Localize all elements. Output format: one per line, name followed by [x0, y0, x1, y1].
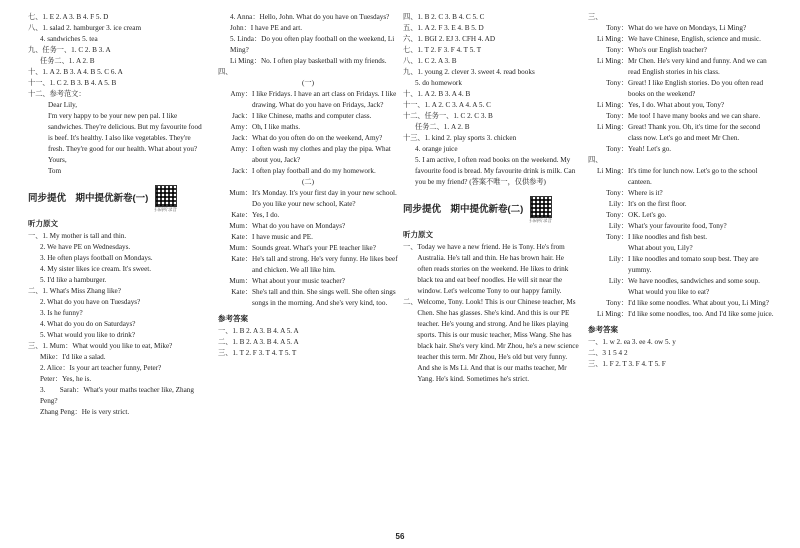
speaker: Lily： — [608, 200, 628, 208]
listening-line: John：I have PE and art. — [230, 24, 303, 32]
dialog-line — [218, 89, 398, 111]
dialog-line — [588, 23, 774, 34]
speaker: Mum： — [229, 189, 252, 197]
dialog-line — [588, 309, 774, 320]
speaker: Li Ming： — [597, 167, 628, 175]
banner-title: 同步提优 期中提优新卷(二) — [403, 204, 524, 215]
speaker: Lily： — [608, 277, 628, 285]
speaker: Kate： — [231, 255, 252, 263]
listening-line: 3. He often plays football on Mondays. — [40, 254, 153, 262]
part-heading: (一) — [302, 79, 314, 87]
utterance: Great! Thank you. Oh, it's time for the second class now. Let's go and meet Mr Chen. — [628, 123, 761, 142]
listening-line: 二、1. What's Miss Zhang like? — [28, 287, 121, 295]
dialog-line — [218, 122, 398, 133]
speaker: Li Ming： — [597, 123, 628, 131]
qr-caption: 扫码听录音 — [529, 218, 552, 223]
dialog-1 — [218, 89, 398, 177]
speaker: Li Ming： — [597, 310, 628, 318]
answer-line: 十、1. A 2. B 3. A 4. B — [403, 90, 471, 98]
speaker: Tony： — [606, 145, 628, 153]
answer-line: 十、1. A 2. B 3. A 4. B 5. C 6. A — [28, 68, 123, 76]
utterance: It's on the first floor. — [628, 200, 687, 208]
dialog-4 — [588, 166, 774, 320]
dialog-line — [588, 122, 774, 144]
listening-paragraph — [403, 297, 579, 385]
banner-title: 同步提优 期中提优新卷(一) — [28, 193, 149, 204]
answer-line: 任务二、1. A 2. B — [415, 123, 470, 131]
speaker: Jack： — [232, 167, 252, 175]
speaker: Tony： — [606, 211, 628, 219]
utterance: What about you, Lily? — [628, 244, 693, 252]
listening-line: 3. Is he funny? — [40, 309, 83, 317]
listening-line: Zhang Peng：He is very strict. — [40, 408, 130, 416]
speaker: Kate： — [231, 211, 252, 219]
utterance: What do we have on Mondays, Li Ming? — [628, 24, 747, 32]
section-heading: 参考答案 — [588, 325, 618, 334]
speaker: Tony： — [606, 79, 628, 87]
answer-line: 十二、参考范文： — [28, 90, 86, 98]
speaker: Kate： — [231, 233, 252, 241]
listening-line: 4. What do you do on Saturdays? — [40, 320, 136, 328]
page-number — [0, 531, 800, 542]
speaker: Tony： — [606, 299, 628, 307]
utterance: He's tall and strong. He's very funny. He likes beef and chicken. We all like him. — [252, 255, 398, 274]
answer-line: 五、1. A 2. F 3. E 4. B 5. D — [403, 24, 484, 32]
section-number: 四、 — [588, 156, 603, 164]
column-1 — [28, 12, 204, 418]
answer-line: 三、1. T 2. F 3. T 4. T 5. T — [218, 349, 297, 357]
answer-line: 十二、任务一、1. C 2. C 3. B — [403, 112, 493, 120]
column-2 — [218, 12, 398, 359]
utterance: I often wash my clothes and play the pipa. What about you, Jack? — [252, 145, 391, 164]
answer-line: 5. I am active, I often read books on the weekend. My favourite food is bread. My favourite drink is milk. Can you be my friend? (答案不唯一，仅供参考) — [415, 156, 576, 186]
listening-line: 一、1. My mother is tall and thin. — [28, 232, 127, 240]
letter-body: I'm very happy to be your new pen pal. I like sandwiches. They're delicious. But my favourite food is beef. It's healthy. I also like vegetables. They're fresh. They're good for our health. What about you? — [48, 112, 202, 153]
qr-block — [154, 185, 177, 212]
utterance: It's Monday. It's your first day in your new school. Do you like your new school, Kate? — [252, 189, 397, 208]
answer-line: 二、1. B 2. A 3. B 4. A 5. A — [218, 338, 299, 346]
answer-line: 一、1. B 2. A 3. B 4. A 5. A — [218, 327, 299, 335]
utterance: What do you often do on the weekend, Amy? — [252, 134, 383, 142]
speaker: Tony： — [606, 189, 628, 197]
answer-line: 七、1. T 2. F 3. F 4. T 5. T — [403, 46, 482, 54]
utterance: Great! I like English stories. Do you often read books on the weekend? — [628, 79, 764, 98]
utterance: What do you have on Mondays? — [252, 222, 346, 230]
dialog-line — [218, 221, 398, 232]
paragraph-text: Welcome, Tony. Look! This is our Chinese teacher, Ms Chen. She has glasses. She's kind. And this is our PE teacher. He's young and strong. And he likes playing sports. This is our music teacher, Miss Wang. She has black hair. She's very kind. Mr Zhou, he's a new science teacher this term. Mr Zhou, He's old but very funny. And she is Ms Li. And that is our maths teacher, Mr Yang. He's kind. Sometimes he's strict. — [417, 298, 579, 383]
speaker: Mum： — [229, 244, 252, 252]
answer-line: 4. orange juice — [415, 145, 458, 153]
listening-line: 2. Alice：Is your art teacher funny, Peter? — [40, 364, 162, 372]
dialog-line — [588, 144, 774, 155]
dialog-line — [588, 243, 774, 254]
listening-line: 3. Sarah：What's your maths teacher like, Zhang Peng? — [40, 386, 194, 405]
utterance: Mr Chen. He's very kind and funny. And we can read English stories in his class. — [628, 57, 767, 76]
qr-code-icon — [155, 185, 177, 207]
speaker: Amy： — [230, 123, 252, 131]
speaker: Amy： — [230, 145, 252, 153]
part-heading: (二) — [302, 178, 314, 186]
utterance: OK. Let's go. — [628, 211, 667, 219]
utterance: I'd like some noodles, too. And I'd like some juice. — [628, 310, 774, 318]
utterance: Yes, I do. What about you, Tony? — [628, 101, 725, 109]
page-number-value: 56 — [395, 532, 405, 541]
dialog-line — [218, 232, 398, 243]
dialog-2 — [218, 188, 398, 309]
speaker: Lily： — [608, 222, 628, 230]
section-number: 二、 — [403, 298, 418, 306]
speaker: Mum： — [229, 277, 252, 285]
utterance: Who's our English teacher? — [628, 46, 707, 54]
section-heading: 听力原文 — [28, 219, 58, 228]
listening-line: 5. I'd like a hamburger. — [40, 276, 107, 284]
listening-line: 2. We have PE on Wednesdays. — [40, 243, 131, 251]
answer-line: 4. sandwiches 5. tea — [40, 35, 98, 43]
listening-line: 4. My sister likes ice cream. It's sweet. — [40, 265, 152, 273]
letter-salutation: Dear Lily, — [48, 101, 78, 109]
exam-banner — [28, 185, 204, 212]
letter-signature: Tom — [48, 167, 62, 175]
utterance: We have Chinese, English, science and music. — [628, 35, 761, 43]
dialog-line — [588, 298, 774, 309]
answer-line: 八、1. salad 2. hamburger 3. ice cream — [28, 24, 142, 32]
speaker: Tony： — [606, 24, 628, 32]
dialog-line — [218, 254, 398, 276]
answer-line: 十一、1. C 2. B 3. B 4. A 5. B — [28, 79, 117, 87]
listening-line: Mike：I'd like a salad. — [40, 353, 106, 361]
utterance: Me too! I have many books and we can share. — [628, 112, 761, 120]
section-number: 一、 — [403, 243, 418, 251]
utterance: Yes, I do. — [252, 211, 280, 219]
dialog-line — [588, 210, 774, 221]
qr-block — [529, 196, 552, 223]
utterance: I like noodles and fish best. — [628, 233, 708, 241]
utterance: We have noodles, sandwiches and some soup. What would you like to eat? — [628, 277, 760, 296]
answer-line: 八、1. C 2. A 3. B — [403, 57, 457, 65]
speaker: Li Ming： — [597, 57, 628, 65]
utterance: She's tall and thin. She sings well. She often sings songs in the morning. And she's very kind, too. — [252, 288, 396, 307]
dialog-line — [218, 133, 398, 144]
utterance: I have music and PE. — [252, 233, 313, 241]
dialog-line — [218, 111, 398, 122]
listening-line: 4. Anna：Hello, John. What do you have on Tuesdays? — [230, 13, 390, 21]
answer-line: 七、1. E 2. A 3. B 4. F 5. D — [28, 13, 109, 21]
dialog-line — [218, 144, 398, 166]
utterance: I'd like some noodles. What about you, Li Ming? — [628, 299, 769, 307]
dialog-line — [588, 221, 774, 232]
speaker: Lily： — [608, 255, 628, 263]
speaker: Jack： — [232, 134, 252, 142]
answer-line: 二、3 1 5 4 2 — [588, 349, 628, 357]
section-number: 三、 — [588, 13, 603, 21]
dialog-line — [588, 111, 774, 122]
listening-line: 5. What would you like to drink? — [40, 331, 136, 339]
answer-line: 三、1. F 2. T 3. F 4. T 5. F — [588, 360, 666, 368]
section-heading: 听力原文 — [403, 230, 433, 239]
speaker: Mum： — [229, 222, 252, 230]
dialog-line — [218, 276, 398, 287]
dialog-line — [588, 56, 774, 78]
dialog-line — [588, 199, 774, 210]
qr-code-icon — [530, 196, 552, 218]
speaker — [588, 243, 628, 254]
listening-line: Li Ming：No. I often play basketball with my friends. — [230, 57, 387, 65]
utterance: I often play football and do my homework. — [252, 167, 376, 175]
dialog-3 — [588, 23, 774, 155]
listening-paragraph — [403, 242, 579, 297]
utterance: Sounds great. What's your PE teacher like? — [252, 244, 376, 252]
speaker: Jack： — [232, 112, 252, 120]
utterance: Where is it? — [628, 189, 663, 197]
utterance: What's your favourite food, Tony? — [628, 222, 727, 230]
utterance: What about your music teacher? — [252, 277, 345, 285]
answer-line: 九、任务一、1. C 2. B 3. A — [28, 46, 111, 54]
listening-line: Peter：Yes, he is. — [40, 375, 92, 383]
dialog-line — [218, 188, 398, 210]
speaker: Li Ming： — [597, 101, 628, 109]
qr-caption: 扫码听录音 — [154, 207, 177, 212]
dialog-line — [218, 243, 398, 254]
answer-line: 十一、1. A 2. C 3. A 4. A 5. C — [403, 101, 491, 109]
speaker: Tony： — [606, 112, 628, 120]
listening-line: 5. Linda：Do you often play football on the weekend, Li Ming? — [230, 35, 395, 54]
answer-line: 十三、1. kind 2. play sports 3. chicken — [403, 134, 517, 142]
listening-line: 三、1. Mum：What would you like to eat, Mike? — [28, 342, 173, 350]
letter-closing: Yours, — [48, 156, 67, 164]
answer-line: 一、1. w 2. ea 3. ee 4. ow 5. y — [588, 338, 676, 346]
column-3 — [403, 12, 579, 385]
answer-line: 5. do homework — [415, 79, 462, 87]
utterance: Oh, I like maths. — [252, 123, 301, 131]
exam-banner — [403, 196, 579, 223]
answer-line: 任务二、1. A 2. B — [40, 57, 95, 65]
utterance: Yeah! Let's go. — [628, 145, 672, 153]
utterance: I like noodles and tomato soup best. They are yummy. — [628, 255, 759, 274]
utterance: It's time for lunch now. Let's go to the school canteen. — [628, 167, 758, 186]
dialog-line — [218, 166, 398, 177]
speaker: Tony： — [606, 233, 628, 241]
dialog-line — [588, 45, 774, 56]
dialog-line — [588, 34, 774, 45]
speaker: Tony： — [606, 46, 628, 54]
dialog-line — [588, 232, 774, 243]
speaker: Amy： — [230, 90, 252, 98]
dialog-line — [218, 287, 398, 309]
section-number: 四、 — [218, 68, 233, 76]
utterance: I like Fridays. I have an art class on Fridays. I like drawing. What do you have on Fridays, Jack? — [252, 90, 397, 109]
dialog-line — [588, 254, 774, 276]
dialog-line — [218, 210, 398, 221]
answer-line: 九、1. young 2. clever 3. sweet 4. read books — [403, 68, 535, 76]
speaker: Kate： — [231, 288, 252, 296]
dialog-line — [588, 188, 774, 199]
column-4 — [588, 12, 774, 370]
dialog-line — [588, 78, 774, 100]
answer-line: 四、1. B 2. C 3. B 4. C 5. C — [403, 13, 485, 21]
answer-line: 六、1. BGI 2. EJ 3. CFH 4. AD — [403, 35, 496, 43]
dialog-line — [588, 276, 774, 298]
utterance: I like Chinese, maths and computer class. — [252, 112, 372, 120]
speaker: Li Ming： — [597, 35, 628, 43]
section-heading: 参考答案 — [218, 314, 248, 323]
dialog-line — [588, 100, 774, 111]
paragraph-text: Today we have a new friend. He is Tony. He's from Australia. He's tall and thin. He has brown hair. He often reads stories on the weekend. He likes to drink black tea and eat beef noodles. He will sit near the window. Let's welcome Tony to our happy family. — [417, 243, 569, 295]
listening-line: 2. What do you have on Tuesdays? — [40, 298, 141, 306]
dialog-line — [588, 166, 774, 188]
